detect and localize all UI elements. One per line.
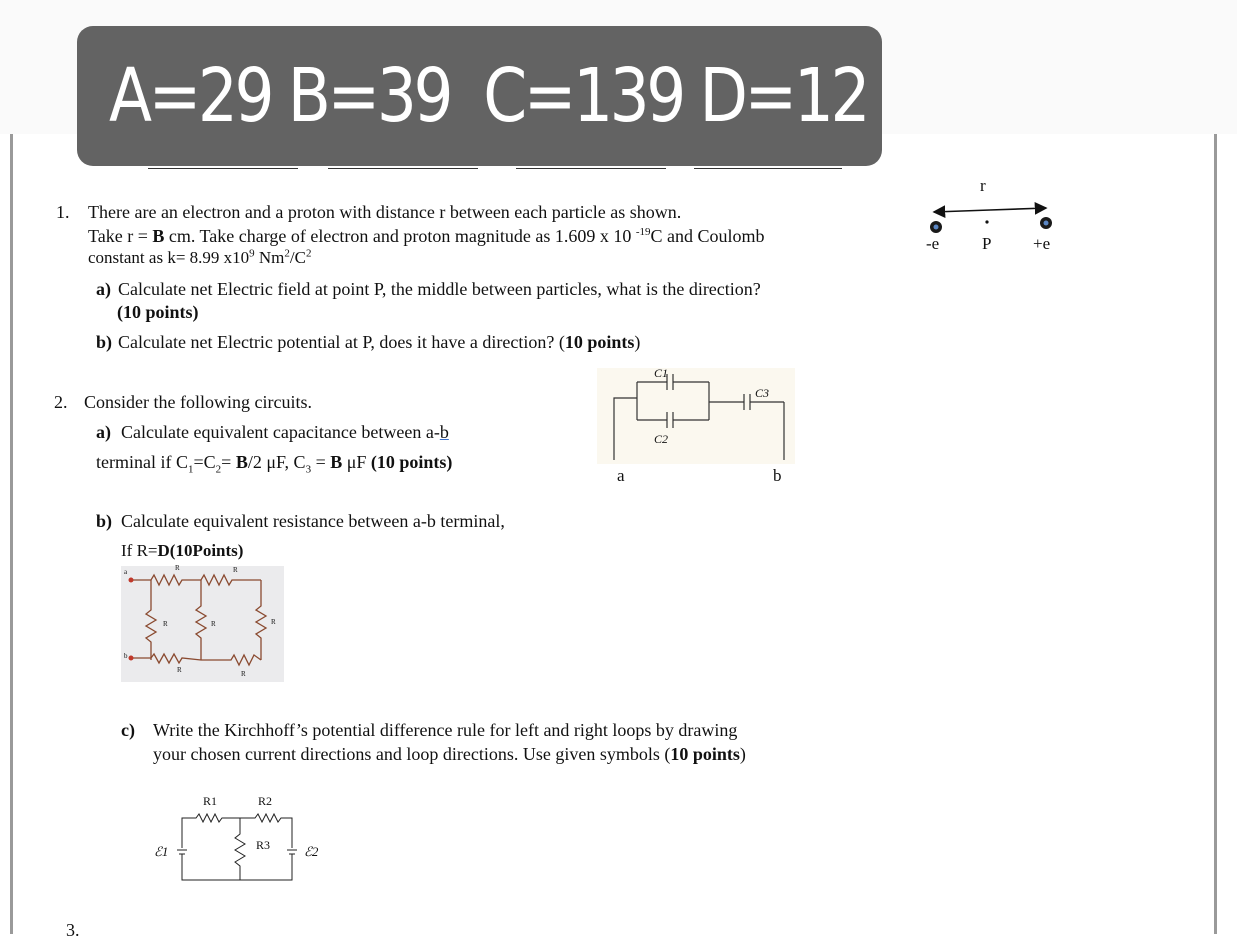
q3-number: 3. — [66, 920, 80, 940]
resistor-figure: R R R R R R R a b — [121, 566, 284, 682]
q1b-label: b) — [96, 332, 113, 352]
resistor-network — [121, 566, 284, 682]
overlay-text: A=29 B=39 C=139 D=12 — [109, 53, 868, 139]
arrow-left — [934, 210, 990, 212]
q2b-label: b) — [96, 511, 113, 531]
q2-intro: Consider the following circuits. — [84, 392, 312, 412]
r-label: r — [980, 176, 986, 195]
q1a-points: (10 points) — [117, 302, 199, 322]
neg-label: -e — [926, 234, 940, 253]
q1-number: 1. — [56, 202, 70, 222]
q1-charge-figure — [920, 172, 1070, 262]
q2c-label: c) — [121, 720, 135, 740]
page-left-border — [10, 134, 13, 934]
arrow-right — [990, 208, 1046, 210]
pos-label: +e — [1033, 234, 1051, 253]
point-p-dot — [985, 220, 988, 223]
q1-line2: Take r = B cm. Take charge of electron and proton magnitude as 1.609 x 10 $^{-19}$C and Coulomb — [88, 226, 765, 246]
q1a-text: Calculate net Electric field at point P, the middle between particles, what is the direction? — [118, 279, 761, 299]
q2b-text: Calculate equivalent resistance between a-b terminal, — [121, 511, 505, 531]
kirchhoff-figure: R1 R2 R3 ℰ1 ℰ2 — [150, 794, 330, 886]
p-label: P — [982, 234, 992, 253]
q2c-text1: Write the Kirchhoff’s potential difference rule for left and right loops by drawing — [153, 720, 738, 740]
capacitor-circuit — [597, 368, 797, 464]
capacitor-figure: C1 C2 C3 a b — [597, 368, 797, 488]
q1-line3: constant as k= 8.99 $x10^9$ $Nm^2/C^2$ — [88, 247, 312, 267]
q2b-text2: If R=D(10Points) — [121, 541, 244, 560]
q2c-text2: your chosen current directions and loop directions. Use given symbols (10 points) — [153, 744, 746, 764]
q1a-label: a) — [96, 279, 111, 299]
answer-overlay — [77, 26, 882, 166]
q2a-label: a) — [96, 422, 111, 442]
page-right-border — [1214, 134, 1217, 934]
q1-line1: There are an electron and a proton with distance r between each particle as shown. — [88, 202, 682, 222]
q1b-text: Calculate net Electric potential at P, does it have a direction? (10 points) — [118, 332, 641, 352]
q2a-text2: terminal if $C_1=C_2= B/2$ μF, $C_3 = B$ μF (10 points) — [96, 452, 453, 476]
kirchhoff-circuit — [150, 794, 330, 886]
q2-number: 2. — [54, 392, 68, 412]
q2a-text1: Calculate equivalent capacitance between a-b — [121, 422, 449, 442]
